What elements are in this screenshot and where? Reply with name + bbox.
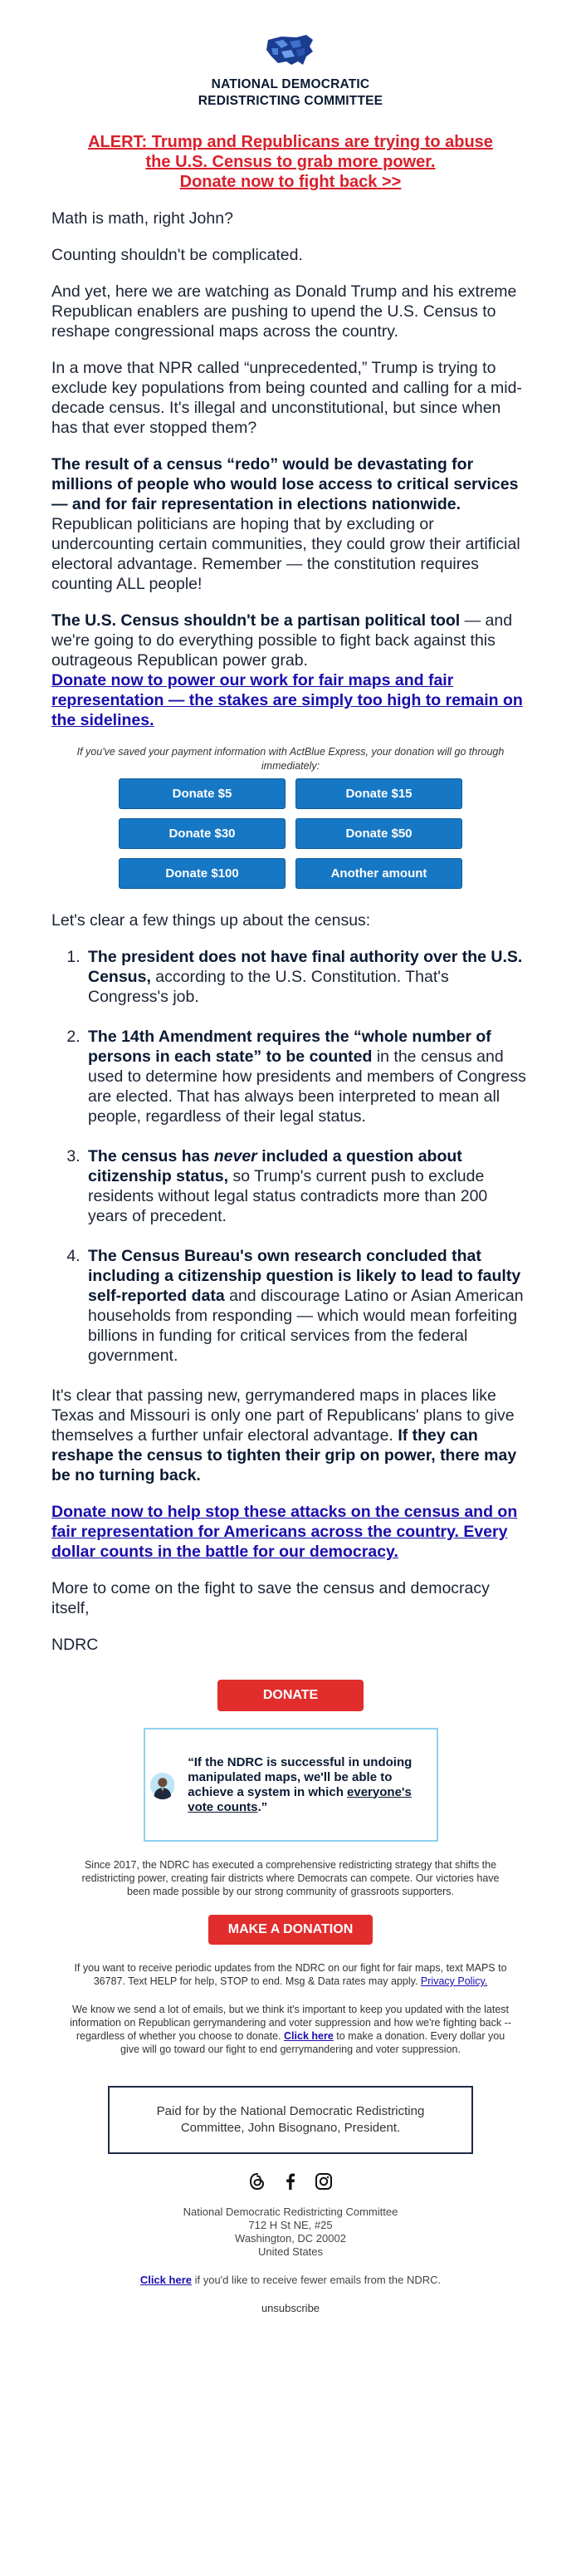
intro-p5 [51, 454, 531, 594]
instagram-icon[interactable] [315, 2172, 333, 2191]
closing-p1-bold: If they can reshape the census to tighten their grip on power, there may be no turning back. [51, 1426, 517, 1484]
intro-p4: In a move that NPR called “unprecedented,” Trump is trying to exclude key populations from being counted and calling for a mid-decade census. It's illegal and unconstitutional, but since when has that ever stopped them? [51, 359, 522, 437]
paid-for-box: Paid for by the National Democratic Redistricting Committee, John Bisognano, President. [108, 2086, 473, 2154]
alert-link[interactable] [50, 132, 531, 192]
donate-5-button[interactable]: Donate $5 [119, 778, 286, 809]
list-item-bold-a: The census has [88, 1147, 214, 1165]
donate-button[interactable]: DONATE [217, 1680, 364, 1711]
fewer-emails-rest: if you'd like to receive fewer emails from the NDRC. [192, 2274, 442, 2286]
list-item-bold: The 14th Amendment requires the “whole number of persons in each state” to be counted [88, 1028, 491, 1066]
fewer-emails-text [50, 2274, 531, 2287]
census-points-list [51, 947, 531, 1366]
donate-50-button[interactable]: Donate $50 [295, 818, 462, 849]
intro-p6 [51, 611, 531, 730]
fewer-emails-link[interactable]: Click here [139, 2274, 192, 2286]
facebook-icon[interactable] [281, 2172, 300, 2191]
list-item-bold: The president does not have final authority over the U.S. Census, [88, 948, 523, 986]
address-line: National Democratic Redistricting Committee [183, 2206, 398, 2218]
intro-p2: Counting shouldn't be complicated. [51, 246, 303, 264]
closing-p2 [51, 1502, 531, 1562]
list-item [85, 1146, 531, 1226]
org-name-line1: NATIONAL DEMOCRATIC [211, 77, 370, 91]
closing-p1-rest: It's clear that passing new, gerrymandered maps in places like Texas and Missouri is only one part of Republicans' plans to give themselves a further unfair electoral advantage. [51, 1386, 515, 1445]
donate-cta-row [50, 1680, 531, 1711]
list-item-rest: in the census and used to determine how presidents and members of Congress are elected. That has always been interpreted to mean all people, regardless of their legal status. [88, 1048, 526, 1126]
closing-p1 [51, 1386, 531, 1485]
email-body [50, 0, 531, 2315]
list-item [85, 947, 531, 1007]
list-item-rest: and discourage Latino or Asian American households from responding — which would mean forfeiting billions in funding for critical services from the federal government. [88, 1287, 524, 1365]
sms-text [71, 1961, 510, 1988]
alert-line2: the U.S. Census to grab more power. [145, 153, 436, 171]
address-line: United States [257, 2245, 324, 2258]
intro-p5-bold: The result of a census “redo” would be devastating for millions of people who would lose access to critical services — and for fair representation in elections nationwide. [51, 455, 519, 513]
intro-p3: And yet, here we are watching as Donald Trump and his extreme Republican enablers are pushing to upend the U.S. Census to reshape congressional maps across the country. [51, 282, 517, 341]
donate-link-1[interactable]: Donate now to power our work for fair maps and fair representation — the stakes are simply too high to remain on the sidelines. [51, 671, 523, 729]
make-donation-row [50, 1915, 531, 1945]
quote-underlined: everyone's vote counts [188, 1784, 412, 1814]
list-item-emphasis: never [213, 1147, 257, 1165]
donate-button-grid [50, 778, 531, 889]
list-item-bold-b: included a question about citizenship status, [88, 1147, 462, 1185]
emails-text [66, 2003, 515, 2056]
header [50, 0, 531, 110]
quote-part-b: .” [257, 1799, 268, 1814]
actblue-note: If you've saved your payment information with ActBlue Express, your donation will go through immediately: [76, 746, 505, 772]
org-name-line2: REDISTRICTING COMMITTEE [198, 94, 383, 108]
make-donation-button[interactable]: MAKE A DONATION [208, 1915, 373, 1945]
privacy-policy-link[interactable]: Privacy Policy. [420, 1975, 488, 1987]
closing-p3: More to come on the fight to save the census and democracy itself, [51, 1579, 490, 1617]
intro-p1: Math is math, right John? [51, 209, 233, 228]
quote-text [188, 1755, 427, 1815]
donate-other-amount-button[interactable]: Another amount [295, 858, 462, 889]
intro-p5-rest: Republican politicians are hoping that by excluding or undercounting certain communities, they could grow their artificial electoral advantage. Remember — the constitution requires counting ALL people! [51, 515, 520, 593]
sms-text-body: If you want to receive periodic updates from the NDRC on our fight for fair maps, text MAPS to 36787. Text HELP for help, STOP to end. Msg & Data rates may apply. [74, 1962, 507, 1987]
emails-text-a: We know we send a lot of emails, but we think it's important to keep you updated with the latest information on Republican gerrymandering and voter suppression and how we're fighting back -- regardless of whether you choose to donate. [70, 2004, 511, 2042]
unsubscribe-row [50, 2302, 531, 2315]
donate-link-2[interactable]: Donate now to help stop these attacks on the census and on fair representation for Americans across the country. Every dollar counts in the battle for our democracy. [51, 1503, 518, 1561]
alert-line3: Donate now to fight back >> [179, 173, 402, 191]
list-item [85, 1027, 531, 1126]
address-line: Washington, DC 20002 [235, 2232, 346, 2245]
about-text: Since 2017, the NDRC has executed a comprehensive redistricting strategy that shifts the redistricting power, creating fair districts where Democrats can compete. Our victories have been made possible by our strong community of grassroots supporters. [81, 1859, 500, 1897]
mailing-address [50, 2206, 531, 2259]
click-here-donate-link[interactable]: Click here [284, 2030, 334, 2042]
census-intro: Let's clear a few things up about the census: [51, 911, 371, 930]
list-item-rest: according to the U.S. Constitution. That's Congress's job. [88, 968, 449, 1006]
list-item-bold: The Census Bureau's own research concluded that including a citizenship question is likely to lead to faulty self-reported data [88, 1247, 521, 1305]
alert-line1: ALERT: Trump and Republicans are trying to abuse [88, 133, 493, 151]
org-name [50, 76, 531, 110]
intro-p6-bold: The U.S. Census shouldn't be a partisan political tool [51, 611, 461, 630]
census-section [51, 910, 531, 1655]
list-item-rest: so Trump's current push to exclude residents without legal status contradicts more than 200 years of precedent. [88, 1167, 488, 1225]
signoff: NDRC [51, 1636, 99, 1654]
donate-100-button[interactable]: Donate $100 [119, 858, 286, 889]
social-links [50, 2172, 531, 2191]
intro-p6-rest: — and we're going to do everything possible to fight back against this outrageous Republican power grab. [51, 611, 513, 670]
speaker-avatar [150, 1747, 175, 1823]
ndrc-logo [263, 32, 318, 71]
quote-part-a: “If the NDRC is successful in undoing manipulated maps, we'll be able to achieve a system in which [188, 1754, 413, 1799]
address-line: 712 H St NE, #25 [248, 2219, 333, 2231]
threads-icon[interactable] [248, 2172, 266, 2191]
donate-30-button[interactable]: Donate $30 [119, 818, 286, 849]
emails-text-b: to make a donation. Every dollar you give will go toward our fight to end gerrymandering and voter suppression. [120, 2030, 505, 2055]
quote-card [144, 1728, 438, 1842]
unsubscribe-link[interactable]: unsubscribe [261, 2302, 320, 2314]
donate-15-button[interactable]: Donate $15 [295, 778, 462, 809]
message-body [51, 209, 531, 730]
list-item [85, 1246, 531, 1366]
